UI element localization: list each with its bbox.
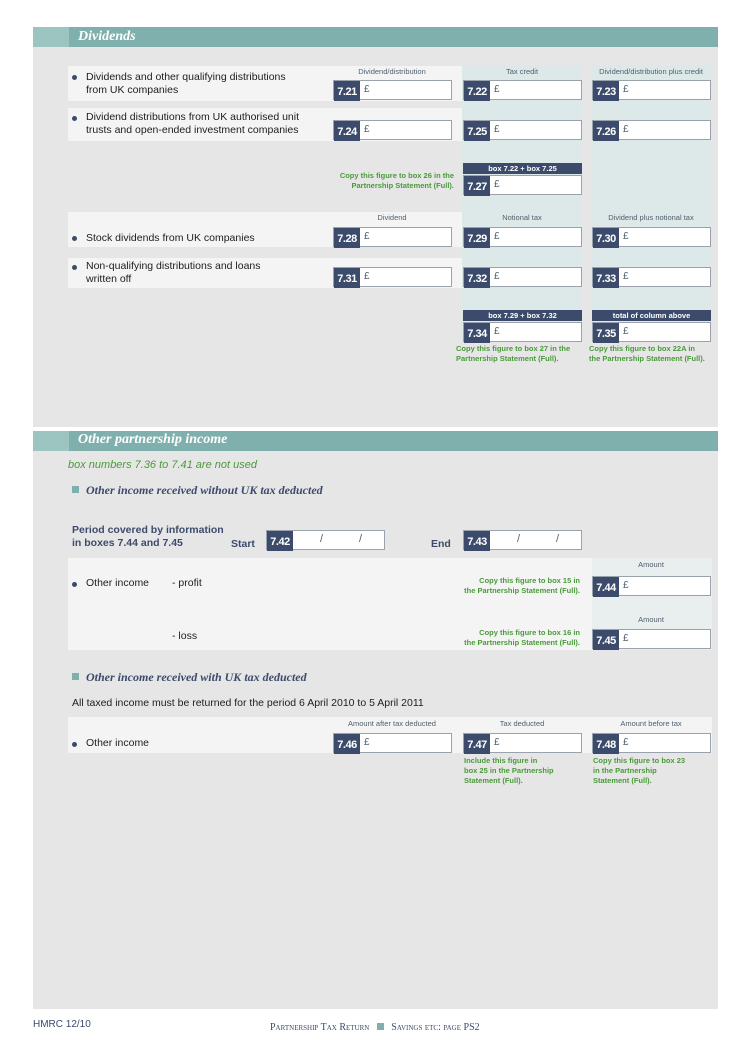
box-748-input[interactable] xyxy=(592,733,711,753)
col-header-tax-credit: Tax credit xyxy=(505,67,539,76)
box-729-input[interactable] xyxy=(463,227,582,247)
bullet xyxy=(72,265,77,270)
box-number: 7.47 xyxy=(464,734,490,754)
box-735-header: total of column above xyxy=(592,310,711,321)
pound-sign: £ xyxy=(494,124,500,135)
box-number: 7.28 xyxy=(334,228,360,248)
start-label: Start xyxy=(231,538,255,550)
pound-sign: £ xyxy=(623,633,629,644)
footer-return-name: Partnership Tax Return xyxy=(270,1022,370,1033)
not-used-note: box numbers 7.36 to 7.41 are not used xyxy=(68,459,257,471)
label-line: from UK companies xyxy=(86,84,179,96)
col-header-notional-tax: Notional tax xyxy=(502,213,542,222)
box-730-input[interactable] xyxy=(592,227,711,247)
label-line: Dividends and other qualifying distributions xyxy=(86,71,286,83)
pound-sign: £ xyxy=(494,737,500,748)
square-bullet xyxy=(72,486,79,493)
total-column-bg xyxy=(592,65,712,340)
tax-credit-column-bg xyxy=(462,65,582,340)
footer-page-title xyxy=(270,1017,480,1035)
pound-sign: £ xyxy=(623,124,629,135)
footer-square-icon xyxy=(377,1023,384,1030)
box-735-note xyxy=(589,344,719,364)
dividends-title: Dividends xyxy=(78,29,136,44)
note-line: Copy this figure to box 16 in xyxy=(479,628,580,637)
col-header-plus-notional: Dividend plus notional tax xyxy=(608,213,694,222)
note-line: the Partnership Statement (Full). xyxy=(464,586,580,595)
other-income-header-accent xyxy=(33,431,69,451)
col-header-dividend-distribution: Dividend/distribution xyxy=(358,67,426,76)
other-income-title: Other partnership income xyxy=(78,432,228,447)
box-725-input[interactable] xyxy=(463,120,582,140)
row-label-731 xyxy=(86,260,261,286)
pound-sign: £ xyxy=(623,271,629,282)
box-number: 7.44 xyxy=(593,577,619,597)
square-bullet xyxy=(72,673,79,680)
box-number: 7.30 xyxy=(593,228,619,248)
pound-sign: £ xyxy=(494,179,500,190)
box-728-input[interactable] xyxy=(333,227,452,247)
pound-sign: £ xyxy=(364,271,370,282)
date-separator: / xyxy=(359,533,363,545)
box-734-input[interactable] xyxy=(463,322,582,342)
label-line: written off xyxy=(86,273,132,285)
row-label-724 xyxy=(86,111,299,137)
note-line: the Partnership Statement (Full). xyxy=(589,354,705,363)
col-header-tax-deducted: Tax deducted xyxy=(499,719,545,728)
box-number: 7.45 xyxy=(593,630,619,650)
bullet xyxy=(72,236,77,241)
box-734-note xyxy=(456,344,586,364)
label-line: trusts and open-ended investment companies xyxy=(86,124,299,136)
bullet xyxy=(72,742,77,747)
box-number: 7.48 xyxy=(593,734,619,754)
loss-label: - loss xyxy=(172,630,198,642)
row-label-728: Stock dividends from UK companies xyxy=(86,232,255,244)
note-line: Copy this figure to box 22A in xyxy=(589,344,695,353)
box-743-date-input[interactable] xyxy=(463,530,582,550)
box-727-input[interactable] xyxy=(463,175,582,195)
note-line: Partnership Statement (Full). xyxy=(351,181,454,190)
box-724-input[interactable] xyxy=(333,120,452,140)
box-726-input[interactable] xyxy=(592,120,711,140)
end-label: End xyxy=(431,538,451,550)
date-separator: / xyxy=(320,533,324,545)
box-number: 7.32 xyxy=(464,268,490,288)
row-label-721 xyxy=(86,71,286,97)
period-label xyxy=(72,524,224,550)
note-line: Copy this figure to box 23 xyxy=(593,756,686,765)
taxed-other-income-label: Other income xyxy=(86,737,150,749)
box-number: 7.43 xyxy=(464,531,490,551)
note-line: Copy this figure to box 26 in the xyxy=(339,171,454,180)
bullet xyxy=(72,116,77,121)
bullet xyxy=(72,582,77,587)
box-732-input[interactable] xyxy=(463,267,582,287)
box-number: 7.27 xyxy=(464,176,490,196)
box-733-input[interactable] xyxy=(592,267,711,287)
pound-sign: £ xyxy=(364,737,370,748)
profit-note xyxy=(430,576,580,596)
pound-sign: £ xyxy=(494,84,500,95)
box-745-input[interactable] xyxy=(592,629,711,649)
date-separator: / xyxy=(556,533,560,545)
box-number: 7.34 xyxy=(464,323,490,343)
box-747-note xyxy=(464,756,589,786)
pound-sign: £ xyxy=(623,737,629,748)
box-731-input[interactable] xyxy=(333,267,452,287)
col-header-after-tax: Amount after tax deducted xyxy=(348,719,436,728)
box-number: 7.25 xyxy=(464,121,490,141)
box-number: 7.35 xyxy=(593,323,619,343)
col-header-plus-credit: Dividend/distribution plus credit xyxy=(599,67,703,76)
box-number: 7.42 xyxy=(267,531,293,551)
box-number: 7.24 xyxy=(334,121,360,141)
footer-form-code: HMRC 12/10 xyxy=(33,1019,91,1030)
box-748-note xyxy=(593,756,718,786)
amount-header-profit: Amount xyxy=(638,560,664,569)
taxed-income-statement: All taxed income must be returned for the period 6 April 2010 to 5 April 2011 xyxy=(72,697,424,709)
bullet xyxy=(72,75,77,80)
note-line: Copy this figure to box 15 in xyxy=(479,576,580,585)
box-747-input[interactable] xyxy=(463,733,582,753)
note-line: Statement (Full). xyxy=(464,776,523,785)
col-header-before-tax: Amount before tax xyxy=(620,719,682,728)
box-744-input[interactable] xyxy=(592,576,711,596)
note-line: in the Partnership xyxy=(593,766,657,775)
pound-sign: £ xyxy=(494,271,500,282)
pound-sign: £ xyxy=(364,231,370,242)
note-line: box 25 in the Partnership xyxy=(464,766,554,775)
dividends-header-accent xyxy=(33,27,69,47)
note-line: Statement (Full). xyxy=(593,776,652,785)
box-723-input[interactable] xyxy=(592,80,711,100)
amount-header-loss: Amount xyxy=(638,615,664,624)
box-number: 7.29 xyxy=(464,228,490,248)
box-number: 7.46 xyxy=(334,734,360,754)
box-number: 7.26 xyxy=(593,121,619,141)
pound-sign: £ xyxy=(623,580,629,591)
note-line: Include this figure in xyxy=(464,756,538,765)
label-line: Dividend distributions from UK authorised unit xyxy=(86,111,300,123)
note-line: the Partnership Statement (Full). xyxy=(464,638,580,647)
box-727-note xyxy=(300,171,454,191)
box-number: 7.22 xyxy=(464,81,490,101)
col-header-dividend: Dividend xyxy=(377,213,407,222)
subheading-with-tax: Other income received with UK tax deducted xyxy=(86,670,307,684)
pound-sign: £ xyxy=(623,231,629,242)
box-735-input[interactable] xyxy=(592,322,711,342)
pound-sign: £ xyxy=(364,124,370,135)
box-742-date-input[interactable] xyxy=(266,530,385,550)
box-number: 7.21 xyxy=(334,81,360,101)
box-734-header: box 7.29 + box 7.32 xyxy=(463,310,582,321)
subheading-without-tax: Other income received without UK tax deducted xyxy=(86,483,323,497)
box-722-input[interactable] xyxy=(463,80,582,100)
other-income-label: Other income xyxy=(86,577,150,589)
label-line: in boxes 7.44 and 7.45 xyxy=(72,537,183,549)
pound-sign: £ xyxy=(494,231,500,242)
box-number: 7.31 xyxy=(334,268,360,288)
note-line: Partnership Statement (Full). xyxy=(456,354,559,363)
label-line: Non-qualifying distributions and loans xyxy=(86,260,261,272)
pound-sign: £ xyxy=(623,84,629,95)
box-746-input[interactable] xyxy=(333,733,452,753)
profit-label: - profit xyxy=(172,577,202,589)
loss-note xyxy=(430,628,580,648)
box-727-header: box 7.22 + box 7.25 xyxy=(463,163,582,174)
label-line: Period covered by information xyxy=(72,524,224,536)
note-line: Copy this figure to box 27 in the xyxy=(456,344,571,353)
pound-sign: £ xyxy=(623,326,629,337)
footer-page-ref: Savings etc: page PS2 xyxy=(391,1022,480,1033)
box-721-input[interactable] xyxy=(333,80,452,100)
box-number: 7.23 xyxy=(593,81,619,101)
pound-sign: £ xyxy=(494,326,500,337)
date-separator: / xyxy=(517,533,521,545)
pound-sign: £ xyxy=(364,84,370,95)
box-number: 7.33 xyxy=(593,268,619,288)
